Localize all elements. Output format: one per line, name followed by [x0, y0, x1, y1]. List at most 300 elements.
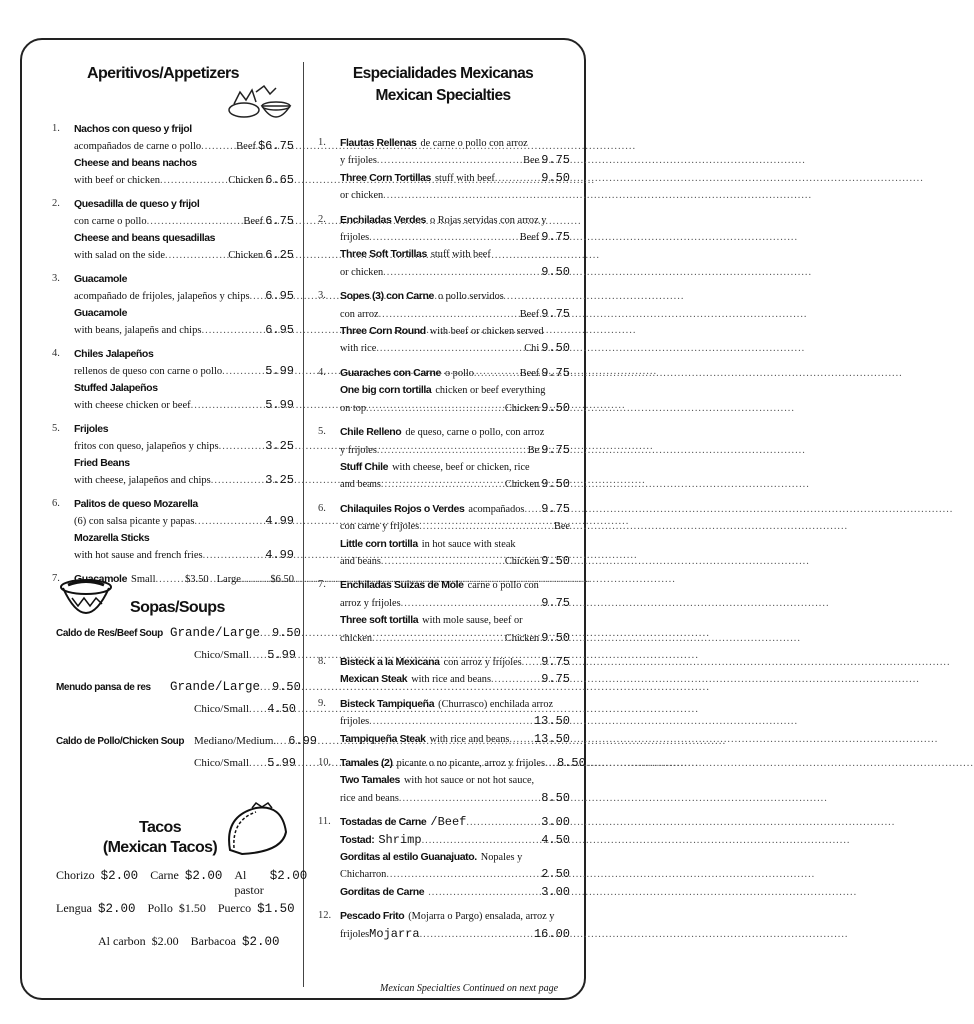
- item-line: [340, 323, 570, 340]
- menu-item: [318, 755, 586, 807]
- item-name: Stuffed Jalapeños: [74, 382, 158, 394]
- leader-dots: [376, 340, 523, 357]
- leader-dots: [241, 572, 270, 589]
- item-line: [74, 213, 294, 231]
- leader-dots: [369, 229, 519, 246]
- item-line: [340, 696, 570, 713]
- leader-dots: [422, 832, 540, 849]
- item-description: con carne o pollo: [74, 215, 147, 227]
- item-line: [340, 264, 570, 281]
- item-line: [74, 363, 294, 381]
- item-line: [340, 152, 570, 169]
- leader-dots: [219, 439, 264, 456]
- taco-row: [56, 934, 296, 967]
- taco-price: $2.00: [151, 934, 179, 948]
- item-variant: /Beef: [430, 815, 467, 830]
- menu-item: [318, 288, 570, 358]
- leader-dots: [399, 790, 539, 807]
- leader-dots: [377, 442, 527, 459]
- item-price-label: Beef: [519, 232, 540, 244]
- item-description: acompañado de frijoles, jalapeños y chips: [74, 290, 250, 302]
- menu-item: [318, 424, 570, 494]
- taco-name: Puerco: [217, 901, 252, 915]
- item-line: [74, 346, 294, 363]
- item-name: Gorditas de Carne: [340, 885, 425, 898]
- menu-item: [52, 121, 294, 189]
- leader-dots: [260, 627, 270, 639]
- item-name: Stuff Chile: [340, 460, 389, 473]
- item-price: 13.50: [533, 714, 570, 729]
- item-description: with beef or chicken: [74, 174, 161, 186]
- leader-dots: [524, 501, 539, 518]
- item-variant: Shrimp: [378, 832, 422, 847]
- item-price: 9.75: [541, 306, 570, 321]
- item-lines: [74, 196, 294, 264]
- item-line: [340, 135, 570, 152]
- item-description: picante o no picante, arroz y frijoles: [396, 758, 545, 769]
- leader-dots: [165, 248, 227, 265]
- item-line: [340, 536, 570, 553]
- menu-item: [318, 212, 570, 282]
- item-name: Little corn tortilla: [340, 537, 418, 550]
- leader-dots: [147, 214, 243, 231]
- item-line: [340, 459, 570, 476]
- item-name: Guaraches con Carne: [340, 366, 441, 379]
- item-number: 6.: [318, 502, 326, 514]
- item-description: with beans, jalapeñs and chips: [74, 324, 202, 336]
- item-description: y frijoles: [340, 155, 377, 167]
- item-description: with salad on the side: [74, 249, 165, 261]
- continued-note: Mexican Specialties Continued on next page: [380, 983, 559, 994]
- item-price: 9.75: [541, 654, 570, 669]
- item-name: Bisteck Tampiqueña: [340, 697, 435, 710]
- item-number: 5.: [318, 426, 326, 438]
- item-description: de queso, carne o pollo, con arroz: [405, 427, 545, 439]
- item-line: [340, 713, 570, 730]
- item-lines: [340, 135, 570, 205]
- taco-price: $2.00: [241, 935, 280, 949]
- item-price: 9.75: [541, 595, 570, 610]
- item-number: 6.: [52, 498, 60, 509]
- item-description: con arroz: [340, 308, 379, 320]
- item-line: [340, 501, 570, 518]
- item-price-label: Chicken: [504, 632, 540, 644]
- item-description: rellenos de queso con carne o pollo: [74, 365, 223, 377]
- soup-bowl-icon: [58, 578, 114, 618]
- item-description: stuff with beef: [430, 249, 491, 261]
- item-description: o Rojas servidas con arroz y: [430, 214, 547, 226]
- item-description: frijoles: [340, 716, 370, 728]
- leader-dots: [381, 553, 504, 570]
- item-number: 5.: [52, 423, 60, 434]
- item-description: con arroz y frijoles: [443, 656, 522, 668]
- item-name: Quesadilla de queso y frijol: [74, 198, 200, 210]
- item-line: [340, 866, 570, 883]
- item-price: 16.00: [533, 926, 570, 941]
- item-lines: [340, 365, 570, 417]
- leader-dots: [522, 654, 540, 671]
- tacos-list: [56, 868, 308, 967]
- leader-dots: [211, 473, 263, 490]
- soup-row: [56, 734, 317, 756]
- item-description: with hot sauce or not hot sauce,: [403, 775, 535, 787]
- item-line: [340, 814, 570, 831]
- taco-name: Barbacoa: [190, 934, 236, 948]
- leader-dots: [201, 323, 263, 340]
- item-price-label: Beef: [519, 367, 540, 379]
- item-line: [74, 138, 294, 156]
- menu-item: [52, 196, 294, 264]
- item-line: [340, 595, 570, 612]
- leader-dots: [201, 139, 235, 156]
- item-description: o pollo servidos: [437, 291, 504, 303]
- leader-dots: [249, 703, 265, 715]
- item-line: [340, 577, 570, 594]
- specialties-title: Especialidades Mexicanas: [352, 65, 534, 82]
- leader-dots: [203, 548, 264, 565]
- item-name: Gorditas al estilo Guanajuato.: [340, 851, 477, 864]
- leader-dots: [160, 173, 227, 190]
- item-line: [74, 196, 294, 213]
- taco-price: $2.00: [184, 869, 223, 883]
- leader-dots: [491, 671, 539, 688]
- item-price: 3.25: [265, 438, 294, 453]
- item-number: 7.: [318, 579, 326, 591]
- item-line: [340, 382, 570, 399]
- item-lines: [74, 121, 294, 189]
- item-line: [340, 306, 570, 323]
- item-price: 6.75: [265, 213, 294, 228]
- item-line: [74, 121, 294, 138]
- item-price: 9.75: [541, 365, 570, 380]
- menu-item: [318, 577, 570, 647]
- item-lines: [74, 496, 294, 564]
- taco-price: $2.00: [269, 869, 308, 883]
- taco-row: [56, 868, 308, 901]
- appetizers-list: [52, 121, 294, 596]
- item-number: 3.: [52, 273, 60, 284]
- item-price: 9.50: [541, 264, 570, 279]
- item-description: (Mojarra o Pargo) ensalada, arroz y: [408, 911, 555, 923]
- item-line: [74, 472, 294, 490]
- item-line: [340, 849, 570, 866]
- item-description: and beans: [340, 555, 381, 567]
- soup-name: Caldo de Pollo/Chicken Soup: [56, 736, 185, 747]
- item-price-label: Chi: [524, 343, 540, 355]
- item-name: Tostadas de Carne: [340, 816, 427, 829]
- item-description: arroz y frijoles: [340, 597, 401, 609]
- item-price: 3.00: [541, 815, 570, 830]
- leader-dots: [369, 713, 532, 730]
- item-name: Cheese and beans quesadillas: [74, 232, 216, 244]
- item-line: [74, 288, 294, 306]
- leader-dots: [381, 476, 504, 493]
- menu-item: [52, 496, 294, 564]
- item-line: [340, 170, 570, 187]
- item-price: 8.50: [557, 756, 586, 770]
- item-price-label: Beef: [236, 140, 256, 152]
- taco-name: Al carbon: [98, 934, 146, 948]
- item-price-label: Chicken: [504, 402, 540, 414]
- item-name: Guacamole: [74, 307, 128, 319]
- leader-dots: [194, 514, 263, 531]
- item-name: Sopes (3) con Carne: [340, 290, 434, 303]
- item-description: with cheese, beef or chicken, rice: [392, 461, 530, 473]
- item-name: Enchiladas Verdes: [340, 213, 426, 226]
- menu-item: [318, 814, 570, 901]
- item-name: Three Soft Tortillas: [340, 248, 427, 261]
- specialties-list: [318, 135, 586, 950]
- item-line: [74, 271, 294, 288]
- item-line: [340, 424, 570, 441]
- item-description: or chicken: [340, 190, 384, 202]
- item-description: Nopales y: [480, 852, 523, 864]
- item-description: de carne o pollo con arroz: [420, 138, 528, 149]
- menu-item: [52, 346, 294, 414]
- item-name: One big corn tortilla: [340, 384, 432, 397]
- item-line: [340, 340, 570, 357]
- item-line: [340, 630, 570, 647]
- item-line: [340, 908, 570, 925]
- item-lines: [340, 908, 570, 943]
- item-lines: [340, 424, 570, 494]
- item-line: [340, 476, 570, 493]
- item-price: 6.95: [265, 288, 294, 303]
- menu-item: [52, 271, 294, 339]
- menu-item: [52, 421, 294, 489]
- item-price: $6.50: [270, 574, 295, 585]
- item-line: [340, 884, 570, 901]
- leader-dots: [379, 306, 519, 323]
- item-description: with rice and beans: [411, 674, 491, 686]
- item-line: [74, 513, 294, 531]
- item-lines: [340, 501, 570, 571]
- leader-dots: [495, 170, 539, 187]
- item-name: Pescado Frito: [340, 910, 405, 923]
- item-number: 2.: [52, 198, 60, 209]
- item-line: [340, 832, 570, 849]
- menu-item: [318, 654, 570, 689]
- item-price: 9.50: [541, 477, 570, 492]
- item-description: (6) con salsa picante y papas: [74, 515, 195, 527]
- item-description: frijoles: [340, 232, 370, 244]
- leader-dots: [419, 518, 553, 535]
- item-name: Two Tamales: [340, 774, 400, 787]
- leader-dots: [383, 187, 570, 204]
- item-line: [74, 380, 294, 397]
- item-lines: [74, 346, 294, 414]
- item-line: [74, 397, 294, 415]
- item-line: [74, 496, 294, 513]
- item-name: Bisteck a la Mexicana: [340, 655, 440, 668]
- item-name: Three soft tortilla: [340, 614, 419, 627]
- item-description: in hot sauce with steak: [421, 538, 516, 550]
- item-price-label: Chicken: [504, 555, 540, 567]
- item-price: 4.99: [265, 547, 294, 562]
- item-description: with beef or chicken served: [429, 326, 544, 338]
- item-number: 11.: [318, 816, 331, 828]
- item-name: Nachos con queso y frijol: [74, 123, 192, 135]
- item-description: and beans: [340, 479, 381, 491]
- item-name: Chile Relleno: [340, 426, 402, 439]
- item-line: [340, 212, 570, 229]
- taco-name: Chorizo: [56, 868, 95, 882]
- item-description: fritos con queso, jalapeños y chips: [74, 440, 219, 452]
- soup-price: 6.99: [288, 734, 317, 748]
- leader-dots: [250, 289, 264, 306]
- taco-name: Lengua: [56, 901, 92, 915]
- item-name: Flautas Rellenas: [340, 137, 417, 149]
- item-description: o pollo: [444, 367, 474, 379]
- item-price: 9.50: [541, 553, 570, 568]
- item-price-label: Chicken: [228, 249, 264, 261]
- appetizers-section: [52, 64, 294, 83]
- item-price: 13.50: [533, 731, 570, 746]
- item-price: 9.75: [541, 501, 570, 516]
- soup-row: [56, 648, 296, 670]
- item-line: [340, 731, 570, 748]
- item-line: [74, 305, 294, 322]
- soup-price: 5.99: [267, 756, 296, 770]
- tacos-subtitle: (Mexican Tacos): [102, 839, 218, 856]
- item-name: Enchiladas Suizas de Mole: [340, 579, 464, 592]
- leader-dots: [509, 731, 532, 748]
- taco-illustration-icon: [222, 802, 290, 858]
- leader-dots: [474, 365, 519, 382]
- item-price: 6.25: [265, 247, 294, 262]
- item-line: [340, 518, 570, 535]
- item-line: [340, 612, 570, 629]
- item-description: stuff with beef: [435, 172, 495, 184]
- item-description: with cheese, jalapeños and chips: [74, 474, 211, 486]
- item-name: Cheese and beans nachos: [74, 157, 197, 169]
- leader-dots: [545, 755, 555, 772]
- item-number: 9.: [318, 697, 326, 709]
- leader-dots: [260, 681, 270, 693]
- item-line: [340, 553, 570, 570]
- item-name: Chilaquiles Rojos o Verdes: [340, 502, 465, 515]
- item-line: [74, 530, 294, 547]
- item-description: with rice: [340, 343, 377, 355]
- taco-price: $1.50: [257, 902, 295, 916]
- item-description: y frijoles: [340, 444, 377, 456]
- item-number: 1.: [52, 123, 60, 134]
- item-line: [340, 755, 586, 772]
- item-lines: [340, 577, 570, 647]
- item-price-label: Bee: [553, 521, 570, 533]
- item-price-label: Chicken: [504, 479, 540, 491]
- item-price: 9.75: [541, 672, 570, 687]
- taco-price: $2.00: [97, 902, 136, 916]
- soup-size: Grande/Large: [170, 626, 261, 640]
- menu-item: [318, 501, 570, 571]
- item-variant: Mojarra: [369, 926, 420, 941]
- item-line: [340, 229, 570, 246]
- taco-name: Al pastor: [234, 868, 264, 897]
- item-lines: [340, 654, 570, 689]
- item-line: [340, 442, 570, 459]
- item-description: acompañados: [468, 503, 525, 515]
- item-price: $6.75: [257, 138, 294, 153]
- item-name: Tampiqueña Steak: [340, 732, 426, 745]
- item-description: with rice and beans: [429, 733, 510, 745]
- item-name: Palitos de queso Mozarella: [74, 498, 198, 510]
- item-name: Mexican Steak: [340, 673, 408, 686]
- leader-dots: [466, 814, 539, 831]
- item-number: 4.: [318, 366, 326, 378]
- item-price: 3.25: [265, 472, 294, 487]
- item-price: 6.65: [265, 172, 294, 187]
- item-lines: [74, 421, 294, 489]
- item-description: with cheese chicken or beef: [74, 399, 191, 411]
- soup-size: Chico/Small: [194, 703, 249, 715]
- specialties-subtitle: Mexican Specialties: [375, 87, 511, 104]
- leader-dots: [372, 630, 504, 647]
- soup-row: [56, 626, 301, 648]
- item-description: rice and beans: [340, 792, 399, 804]
- item-line: [340, 671, 570, 688]
- item-name: Fried Beans: [74, 457, 130, 469]
- item-line: [74, 421, 294, 438]
- item-number: 7.: [52, 573, 60, 584]
- item-name: Frijoles: [74, 423, 109, 435]
- soups-list: [56, 626, 317, 778]
- item-description: frijoles: [340, 928, 370, 940]
- leader-dots: [377, 152, 522, 169]
- item-price: 5.99: [265, 363, 294, 378]
- item-name: Mozarella Sticks: [74, 532, 150, 544]
- soup-price: 5.99: [267, 648, 296, 662]
- item-lines: [340, 814, 570, 901]
- item-price: 4.50: [541, 832, 570, 847]
- taco-price: $1.50: [178, 901, 206, 915]
- item-lines: [340, 212, 570, 282]
- leader-dots: [156, 572, 185, 589]
- item-number: 10.: [318, 757, 332, 768]
- item-line: [340, 288, 570, 305]
- taco-name: Pollo: [147, 901, 173, 915]
- item-name: Tostad:: [340, 833, 375, 846]
- item-line: [340, 400, 570, 417]
- item-price: 9.75: [541, 230, 570, 245]
- soup-size: Chico/Small: [194, 649, 249, 661]
- item-lines: [340, 288, 570, 358]
- item-lines: [340, 755, 586, 807]
- item-price: 4.99: [265, 513, 294, 528]
- item-line: [340, 187, 570, 204]
- item-name: Chiles Jalapeños: [74, 348, 154, 360]
- item-line: [340, 654, 570, 671]
- soup-price: 4.50: [267, 702, 296, 716]
- soup-name: Menudo pansa de res: [56, 682, 151, 693]
- item-price-label: Beef: [243, 215, 264, 227]
- leader-dots: [276, 735, 286, 747]
- item-description: carne o pollo con: [467, 580, 539, 592]
- item-price: 3.00: [541, 884, 570, 899]
- item-description: Chicharron: [340, 869, 387, 881]
- item-lines: [74, 271, 294, 339]
- menu-item: [318, 908, 570, 943]
- leader-dots: [428, 884, 539, 901]
- taco-row: [56, 901, 296, 934]
- item-price: 9.75: [541, 153, 570, 168]
- item-name: Tamales (2): [340, 757, 393, 769]
- item-description: chicken or beef everything: [435, 385, 546, 397]
- item-price: 9.50: [541, 341, 570, 356]
- soup-price: 9.50: [272, 680, 301, 694]
- soup-size: Chico/Small: [194, 757, 249, 769]
- soup-price: 9.50: [272, 626, 301, 640]
